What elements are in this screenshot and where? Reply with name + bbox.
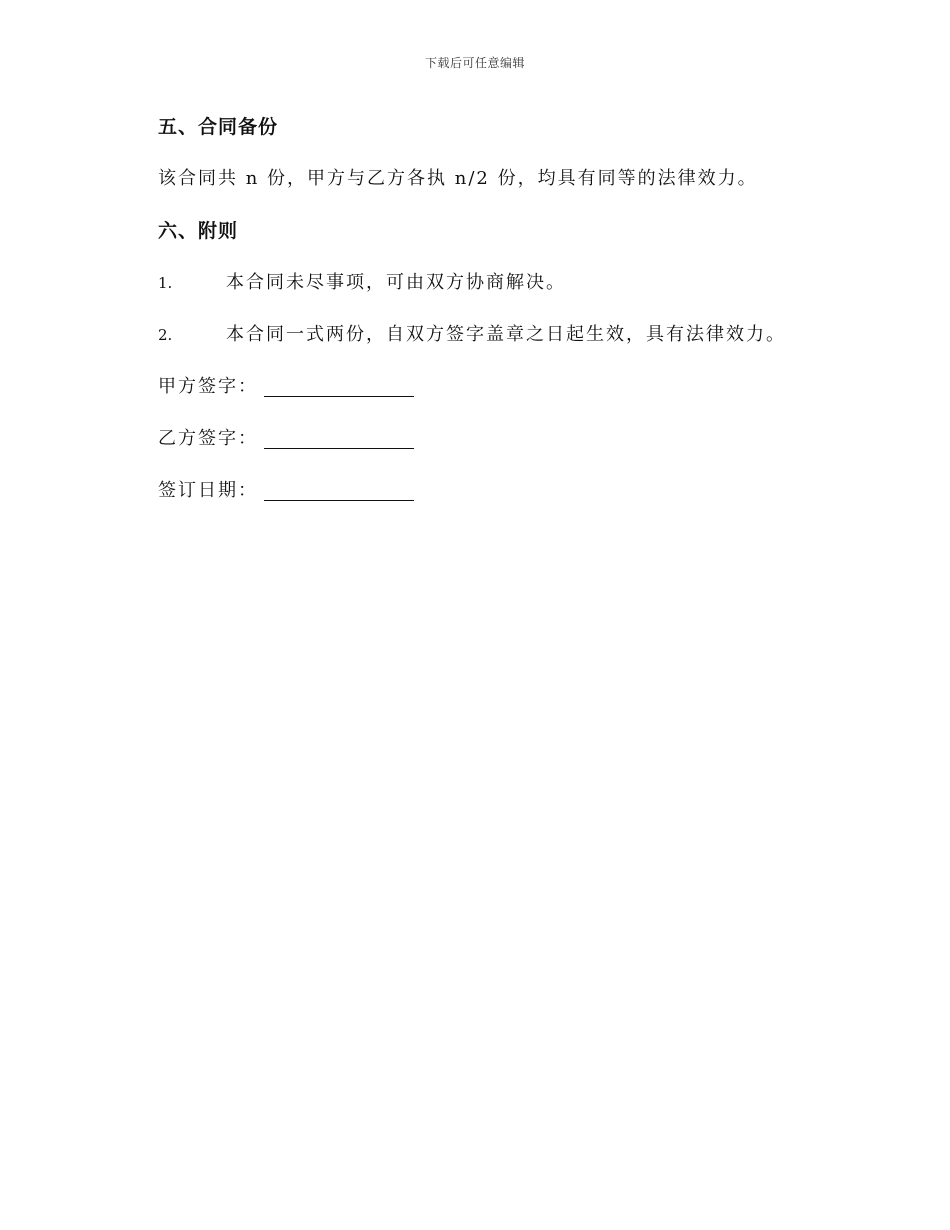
list-item xyxy=(158,266,858,300)
signature-blank-line xyxy=(264,426,414,449)
signature-date xyxy=(158,474,858,508)
section-title-backup: 五、合同备份 xyxy=(158,116,279,138)
signature-blank-line xyxy=(264,478,414,501)
section-title-appendix: 六、附则 xyxy=(158,220,239,242)
list-item-number: 1. xyxy=(158,274,173,292)
list-item xyxy=(158,318,858,352)
list-item-text: 本合同未尽事项，可由双方协商解决。 xyxy=(226,272,566,293)
backup-paragraph: 该合同共 n 份，甲方与乙方各执 n/2 份，均具有同等的法律效力。 xyxy=(158,168,758,189)
signature-party-a xyxy=(158,370,858,404)
document-content xyxy=(158,110,858,526)
signature-label: 乙方签字： xyxy=(158,428,258,449)
list-item-text: 本合同一式两份，自双方签字盖章之日起生效，具有法律效力。 xyxy=(226,324,786,345)
page-header: 下载后可任意编辑 xyxy=(424,56,525,70)
signature-label: 签订日期： xyxy=(158,480,258,501)
signature-party-b xyxy=(158,422,858,456)
list-item-number: 2. xyxy=(158,326,173,344)
signature-blank-line xyxy=(264,374,414,397)
signature-label: 甲方签字： xyxy=(158,376,258,397)
